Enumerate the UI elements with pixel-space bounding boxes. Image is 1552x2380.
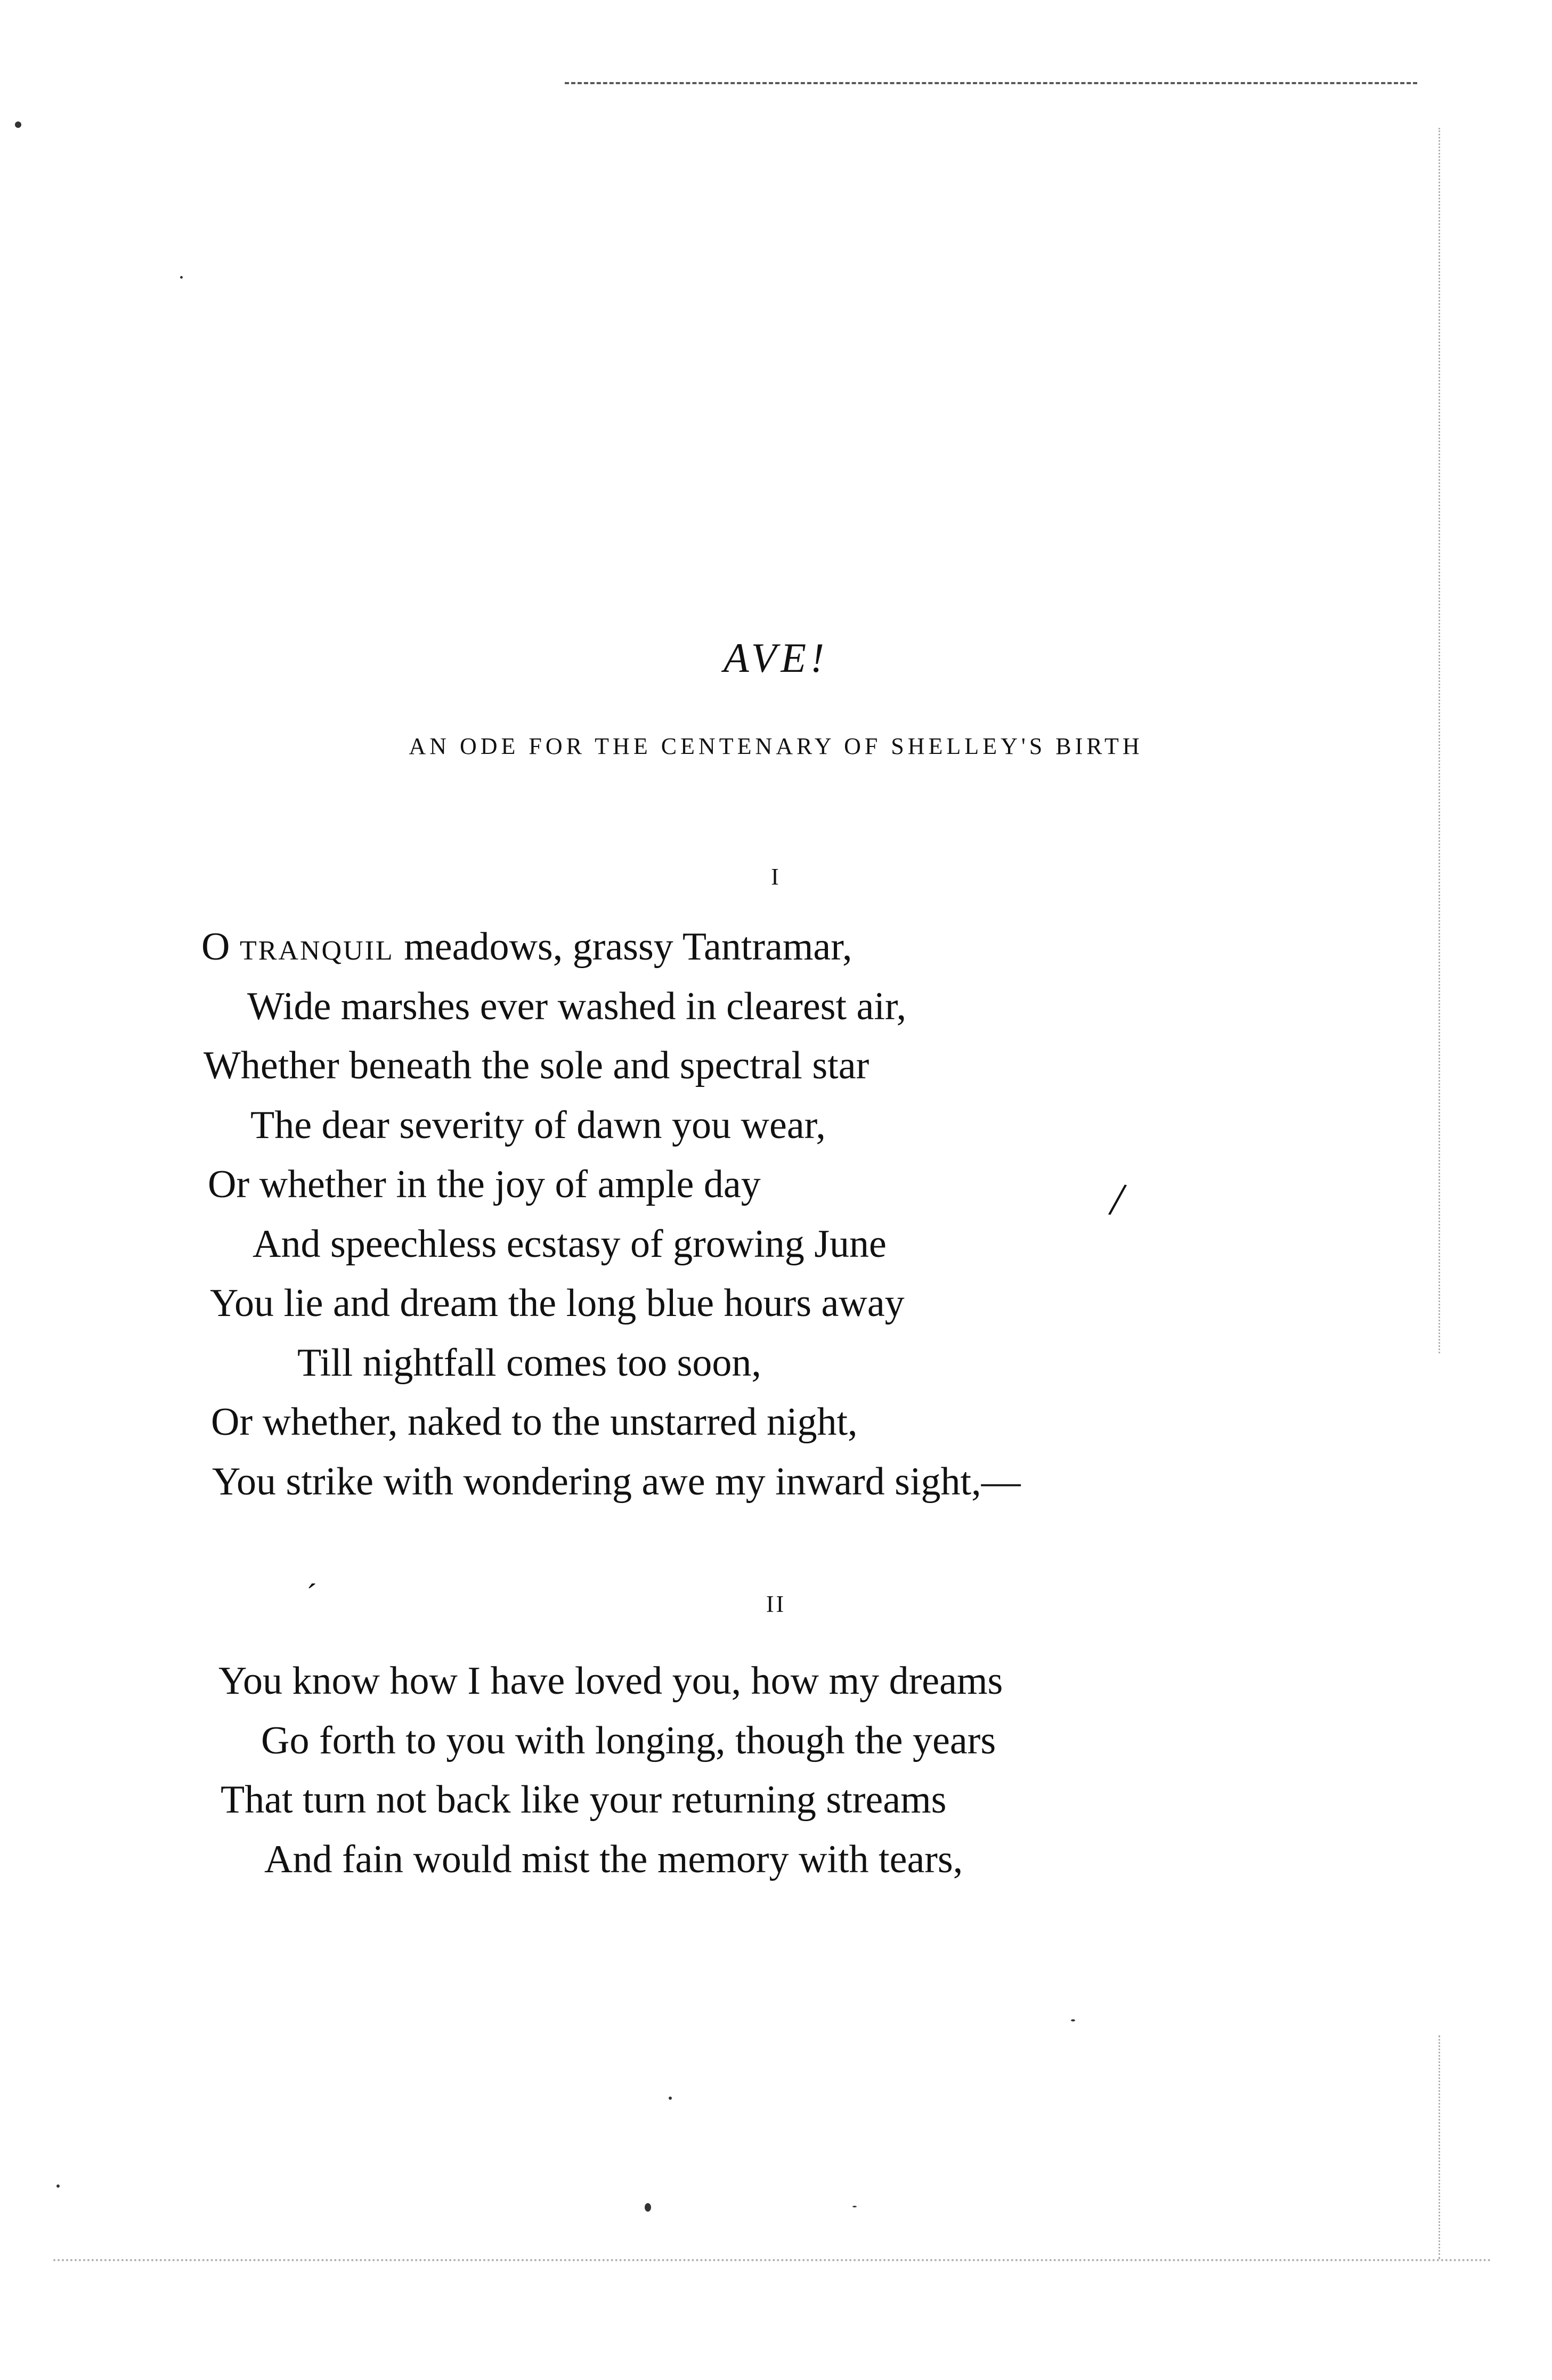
section-numeral-2: II <box>766 1591 786 1617</box>
speck <box>1071 2019 1075 2021</box>
poem-line: Or whether in the joy of ample day <box>208 1163 761 1206</box>
poem-line: That turn not back like your returning streams <box>221 1778 947 1822</box>
speck <box>645 2203 651 2212</box>
bottom-scan-noise <box>53 2259 1492 2261</box>
poem-line: You strike with wondering awe my inward sight,— <box>212 1460 1021 1504</box>
poem-line: Till nightfall comes too soon, <box>297 1341 761 1385</box>
poem-line <box>201 925 852 969</box>
speck <box>669 2097 672 2100</box>
poem-subtitle: AN ODE FOR THE CENTENARY OF SHELLEY'S BIRTH <box>409 733 1143 759</box>
speck <box>56 2184 60 2188</box>
speck <box>180 276 183 279</box>
poem-line: Go forth to you with longing, though the years <box>261 1719 996 1762</box>
smallcaps-word: tranquil <box>239 925 394 969</box>
speck <box>15 121 21 128</box>
poem-line: Or whether, naked to the unstarred night, <box>211 1400 858 1444</box>
poem-line: Wide marshes ever washed in clearest air, <box>247 985 907 1028</box>
top-rule <box>565 82 1417 84</box>
section-numeral-1: I <box>771 864 781 890</box>
page-edge-marks-lower <box>1439 2035 1440 2259</box>
poem-line: You know how I have loved you, how my dreams <box>218 1659 1003 1703</box>
poem-line: The dear severity of dawn you wear, <box>250 1103 826 1147</box>
speck <box>852 2206 857 2207</box>
poem-title: AVE! <box>723 635 829 681</box>
poem-line: And fain would mist the memory with tears, <box>264 1838 963 1881</box>
drop-initial: O <box>201 925 240 969</box>
poem-line: You lie and dream the long blue hours away <box>210 1281 905 1325</box>
pencil-slash-mark: / <box>1106 1172 1129 1227</box>
pencil-tick-mark: ˊ <box>306 1578 317 1613</box>
poem-line: Whether beneath the sole and spectral star <box>204 1044 870 1087</box>
poem-line: And speechless ecstasy of growing June <box>253 1222 887 1266</box>
line-text: meadows, grassy Tantramar, <box>394 925 852 969</box>
